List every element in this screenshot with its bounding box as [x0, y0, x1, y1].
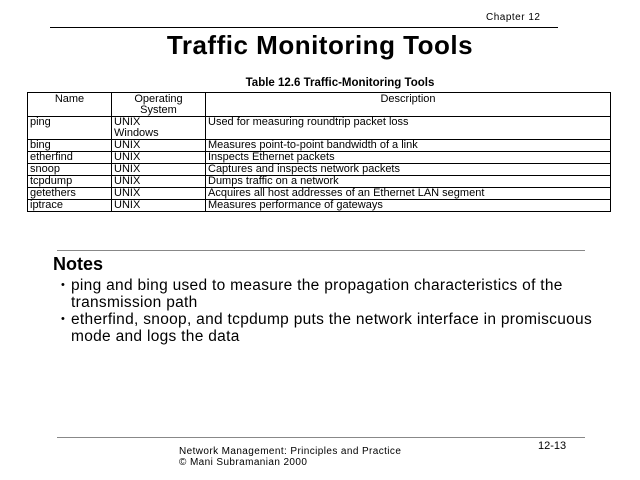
table-row	[28, 188, 611, 200]
table-row	[28, 117, 611, 140]
tool-description: Inspects Ethernet packets	[206, 152, 611, 164]
tool-os: UNIX	[112, 188, 206, 200]
column-header-os	[112, 93, 206, 117]
column-header-description: Description	[206, 93, 611, 117]
tool-description: Acquires all host addresses of an Ethernet LAN segment	[206, 188, 611, 200]
bullet-icon: •	[61, 313, 66, 325]
footer-copyright: © Mani Subramanian 2000	[179, 457, 308, 468]
footer	[179, 446, 401, 468]
tool-name: ping	[28, 117, 112, 140]
table-row	[28, 164, 611, 176]
list-item	[61, 311, 621, 345]
table-row	[28, 200, 611, 212]
table-row	[28, 152, 611, 164]
notes-heading: Notes	[53, 254, 104, 274]
top-divider	[50, 27, 558, 28]
note-text: ping and bing used to measure the propagation characteristics of the transmission path	[71, 277, 563, 311]
table-header-row	[28, 93, 611, 117]
tool-name: snoop	[28, 164, 112, 176]
tool-name: bing	[28, 140, 112, 152]
tool-name: iptrace	[28, 200, 112, 212]
tool-name: etherfind	[28, 152, 112, 164]
note-text: etherfind, snoop, and tcpdump puts the network interface in promiscuous mode and logs the data	[71, 311, 593, 345]
table-caption: Table 12.6 Traffic-Monitoring Tools	[245, 77, 435, 89]
tool-os: UNIX	[112, 176, 206, 188]
slide-title: Traffic Monitoring Tools	[166, 30, 474, 60]
footer-divider	[57, 437, 585, 438]
table-row	[28, 140, 611, 152]
tool-os: UNIX	[112, 164, 206, 176]
tool-os-text: UNIX Windows	[114, 116, 159, 139]
column-header-os-text: Operating System	[134, 93, 183, 116]
column-header-name: Name	[28, 93, 112, 117]
tools-table	[27, 92, 611, 212]
table-row	[28, 176, 611, 188]
list-item	[61, 277, 621, 311]
tool-description: Dumps traffic on a network	[206, 176, 611, 188]
tool-os: UNIX	[112, 152, 206, 164]
tool-os: UNIX	[112, 140, 206, 152]
tool-name: tcpdump	[28, 176, 112, 188]
tool-os: UNIX	[112, 200, 206, 212]
chapter-label: Chapter 12	[486, 12, 541, 23]
tool-name: getethers	[28, 188, 112, 200]
tool-description: Measures point-to-point bandwidth of a link	[206, 140, 611, 152]
tool-description: Used for measuring roundtrip packet loss	[206, 117, 611, 140]
page-number: 12-13	[538, 440, 567, 452]
tool-os	[112, 117, 206, 140]
notes-list	[61, 277, 621, 345]
footer-book-title: Network Management: Principles and Practice	[179, 446, 402, 457]
tool-description: Measures performance of gateways	[206, 200, 611, 212]
tool-description: Captures and inspects network packets	[206, 164, 611, 176]
bullet-icon: •	[61, 279, 66, 291]
notes-divider	[57, 250, 585, 251]
